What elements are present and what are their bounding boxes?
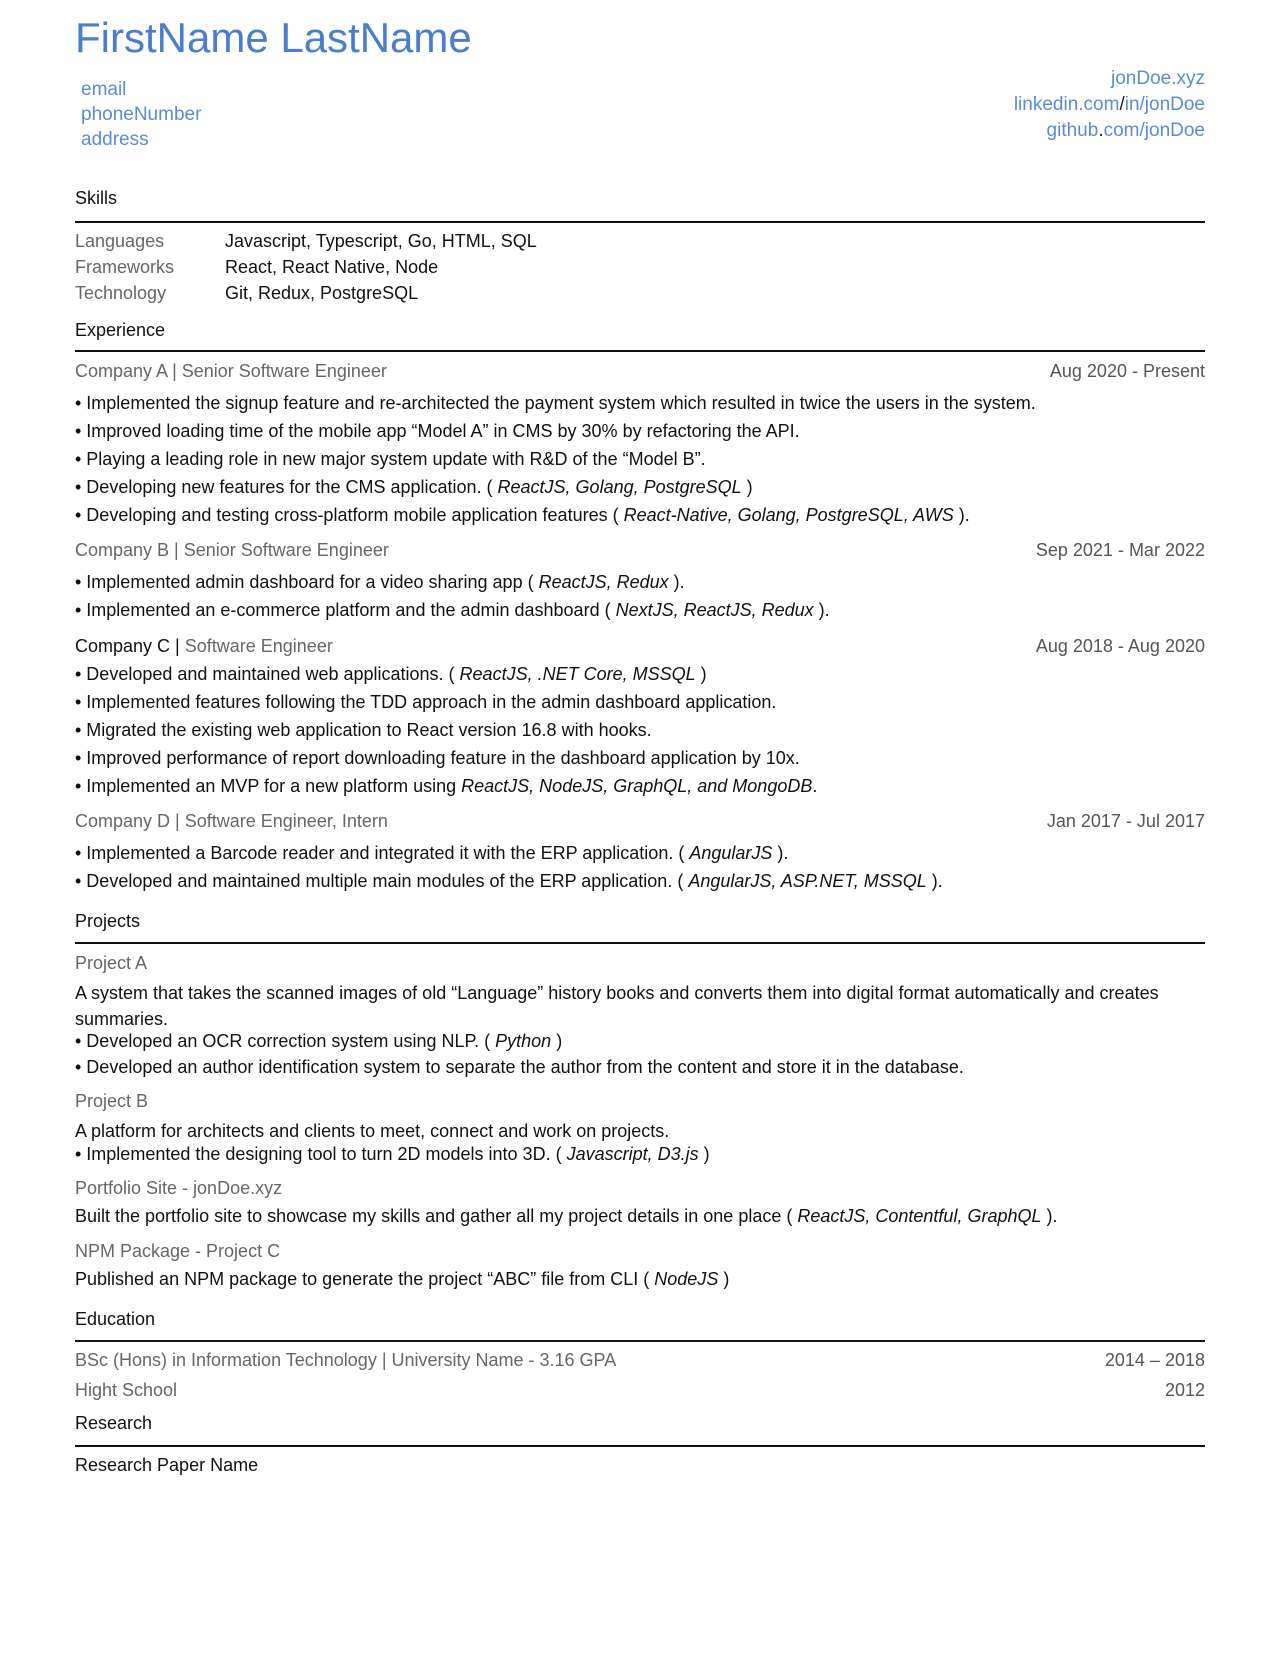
project-bullet <box>75 1144 710 1165</box>
job-bullet <box>75 664 707 685</box>
project-name: Project B <box>75 1091 149 1111</box>
bullet-tail: ). <box>926 871 943 891</box>
bullet-tech: ReactJS, Redux <box>538 572 669 592</box>
bullet-tech: NextJS, ReactJS, Redux <box>615 600 814 620</box>
research-divider <box>75 1445 1205 1447</box>
education-degree: BSc (Hons) in Information Technology | University Name - 3.16 GPA <box>75 1350 617 1370</box>
bullet-tail: ) <box>741 477 753 497</box>
linkedin-link-host: linkedin.com <box>1013 94 1120 115</box>
bullet-tail: ) <box>695 664 707 684</box>
bullet-text: • Implemented an MVP for a new platform using <box>75 776 462 796</box>
job-bullet <box>75 600 830 621</box>
job-bullet <box>75 505 970 526</box>
bullet-tail: ). <box>953 505 970 525</box>
job-company: Company C <box>75 636 171 656</box>
experience-section-title: Experience <box>75 320 166 340</box>
description-tail: ). <box>1041 1206 1058 1226</box>
github-link-host: github <box>1046 120 1099 141</box>
linkedin-link[interactable] <box>1014 92 1205 118</box>
job-sep: | <box>167 361 182 381</box>
bullet-text: • Implemented the signup feature and re-architected the payment system which resulted in twice the users in the system. <box>75 393 1036 413</box>
job-bullet <box>75 477 753 498</box>
job-bullet <box>75 843 788 864</box>
job-bullet <box>75 572 685 593</box>
job-header <box>75 540 1205 561</box>
skill-key: Languages <box>75 231 165 251</box>
project-bullet <box>75 1057 964 1078</box>
bullet-text: • Developed and maintained web applications. ( <box>75 664 460 684</box>
job-company: Company B <box>75 540 170 560</box>
description-text: Published an NPM package to generate the project “ABC” file from CLI ( <box>75 1269 655 1289</box>
research-section-title: Research <box>75 1413 153 1433</box>
education-item <box>75 1380 1205 1401</box>
education-divider <box>75 1340 1205 1342</box>
bullet-tail: . <box>812 776 818 796</box>
address-text: address <box>81 129 149 150</box>
job-date: Sep 2021 - Mar 2022 <box>1035 540 1205 560</box>
job-bullet <box>75 748 800 769</box>
bullet-tail: ). <box>813 600 830 620</box>
skill-value: Git, Redux, PostgreSQL <box>225 283 419 303</box>
skill-value: React, React Native, Node <box>225 257 439 277</box>
job-role: Senior Software Engineer <box>183 540 389 560</box>
bullet-tech: AngularJS, ASP.NET, MSSQL <box>688 871 927 891</box>
bullet-text: • Migrated the existing web application to React version 16.8 with hooks. <box>75 720 652 740</box>
bullet-text: • Developing new features for the CMS application. ( <box>75 477 498 497</box>
skill-key: Frameworks <box>75 257 175 277</box>
job-date: Aug 2018 - Aug 2020 <box>1035 636 1205 656</box>
bullet-tech: Javascript, D3.js <box>566 1144 699 1164</box>
bullet-tail: ) <box>698 1144 710 1164</box>
education-date: 2014 – 2018 <box>1104 1350 1205 1370</box>
description-tech: NodeJS <box>654 1269 719 1289</box>
job-role: Senior Software Engineer <box>181 361 387 381</box>
website-link[interactable]: jonDoe.xyz <box>1111 68 1205 89</box>
skill-value: Javascript, Typescript, Go, HTML, SQL <box>225 231 537 251</box>
bullet-tech: Python <box>495 1031 552 1051</box>
bullet-text: • Improved loading time of the mobile app “Model A” in CMS by 30% by refactoring the API. <box>75 421 800 441</box>
bullet-tech: ReactJS, NodeJS, GraphQL, and MongoDB <box>461 776 813 796</box>
project-description: A system that takes the scanned images of old “Language” history books and converts them into digital format automatically and creates summaries. <box>75 983 1159 1029</box>
skill-key: Technology <box>75 283 167 303</box>
education-item <box>75 1350 1205 1371</box>
job-bullet <box>75 871 943 892</box>
phone-text[interactable]: phoneNumber <box>81 104 202 125</box>
bullet-text: • Playing a leading role in new major system update with R&D of the “Model B”. <box>75 449 706 469</box>
project-description <box>75 1206 1057 1227</box>
candidate-name: FirstName LastName <box>75 14 472 61</box>
bullet-text: • Implemented the designing tool to turn 2D models into 3D. ( <box>75 1144 567 1164</box>
skills-section-title: Skills <box>75 188 118 208</box>
bullet-text: • Developed an OCR correction system using NLP. ( <box>75 1031 496 1051</box>
skills-divider <box>75 221 1205 223</box>
bullet-tail: ). <box>668 572 685 592</box>
bullet-text: • Implemented features following the TDD approach in the admin dashboard application. <box>75 692 777 712</box>
job-date: Aug 2020 - Present <box>1049 361 1205 381</box>
bullet-text: • Developed an author identification system to separate the author from the content and store it in the database. <box>75 1057 964 1077</box>
description-text: Built the portfolio site to showcase my skills and gather all my project details in one place ( <box>75 1206 798 1226</box>
bullet-tail: ). <box>772 843 789 863</box>
experience-divider <box>75 350 1205 352</box>
education-date: 2012 <box>1164 1380 1205 1400</box>
github-link-sep: . <box>1098 120 1104 141</box>
research-item: Research Paper Name <box>75 1455 259 1475</box>
linkedin-link-sep: / <box>1119 94 1125 115</box>
job-header <box>75 636 1205 657</box>
github-link[interactable] <box>1014 118 1205 144</box>
project-description: A platform for architects and clients to meet, connect and work on projects. <box>75 1121 670 1141</box>
projects-divider <box>75 942 1205 944</box>
project-description <box>75 1269 729 1290</box>
job-header <box>75 811 1205 832</box>
description-tail: ) <box>718 1269 730 1289</box>
job-company: Company D <box>75 811 171 831</box>
project-name: Project A <box>75 953 148 973</box>
job-date: Jan 2017 - Jul 2017 <box>1046 811 1205 831</box>
bullet-text: • Improved performance of report downloading feature in the dashboard application by 10x. <box>75 748 800 768</box>
linkedin-link-path: in/jonDoe <box>1124 94 1205 115</box>
job-role: Software Engineer <box>184 636 333 656</box>
job-sep: | <box>170 811 185 831</box>
job-bullet <box>75 449 706 470</box>
job-company: Company A <box>75 361 168 381</box>
bullet-text: • Implemented an e-commerce platform and the admin dashboard ( <box>75 600 616 620</box>
job-bullet <box>75 393 1036 414</box>
project-name: NPM Package - Project C <box>75 1241 281 1261</box>
job-sep: | <box>170 636 185 656</box>
bullet-tech: React-Native, Golang, PostgreSQL, AWS <box>623 505 954 525</box>
project-name: Portfolio Site - jonDoe.xyz <box>75 1178 283 1198</box>
job-bullet <box>75 692 776 713</box>
bullet-tech: ReactJS, Golang, PostgreSQL <box>497 477 742 497</box>
github-link-path: com/jonDoe <box>1103 120 1205 141</box>
project-bullet <box>75 1031 562 1052</box>
bullet-text: • Implemented a Barcode reader and integrated it with the ERP application. ( <box>75 843 690 863</box>
description-tech: ReactJS, Contentful, GraphQL <box>797 1206 1042 1226</box>
contact-left <box>81 77 201 152</box>
education-degree: Hight School <box>75 1380 178 1400</box>
education-section-title: Education <box>75 1309 156 1329</box>
job-sep: | <box>169 540 184 560</box>
bullet-text: • Developed and maintained multiple main modules of the ERP application. ( <box>75 871 689 891</box>
job-bullet <box>75 421 800 442</box>
job-role: Software Engineer, Intern <box>184 811 388 831</box>
bullet-tail: ) <box>551 1031 563 1051</box>
bullet-tech: ReactJS, .NET Core, MSSQL <box>459 664 696 684</box>
contact-links <box>1014 66 1205 144</box>
job-bullet <box>75 720 652 741</box>
bullet-text: • Implemented admin dashboard for a video sharing app ( <box>75 572 539 592</box>
bullet-tech: AngularJS <box>689 843 773 863</box>
email-text[interactable]: email <box>81 79 127 100</box>
job-bullet <box>75 776 817 797</box>
job-header <box>75 361 1205 382</box>
projects-section-title: Projects <box>75 911 141 931</box>
bullet-text: • Developing and testing cross-platform mobile application features ( <box>75 505 624 525</box>
